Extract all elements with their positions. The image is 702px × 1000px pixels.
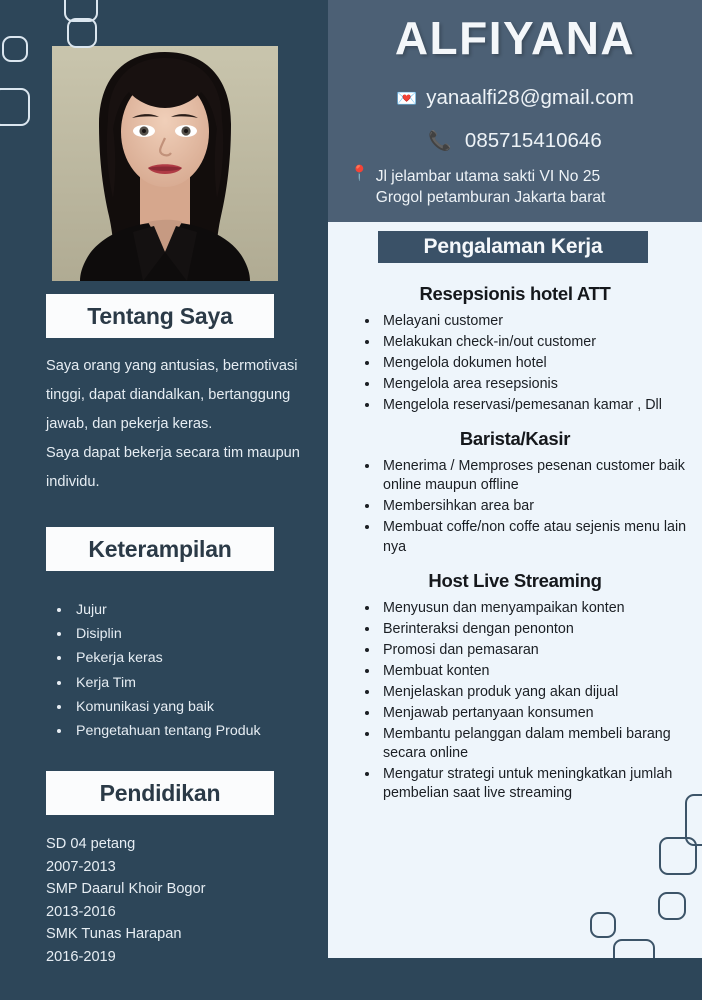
list-item: • Menjawab pertanyaan konsumen [380,704,690,723]
job-list [328,274,702,808]
header-banner [328,0,702,222]
education-heading-label: Pendidikan [99,779,221,806]
skills-heading [46,527,274,571]
decorative-square-icon [590,912,616,938]
decorative-square-icon [67,18,97,48]
education-heading [46,771,274,815]
job-entry [328,561,702,804]
education-school: SMK Tunas Harapan [46,926,182,943]
education-years: 2013-2016 [46,903,116,920]
about-paragraph: Saya orang yang antusias, bermotivasi tinggi, dapat diandalkan, bertanggung jawab, dan pekerja keras. [46,358,298,432]
education-school: SD 04 petang [46,836,136,852]
love-letter-icon: 💌 [396,88,418,108]
about-body [46,352,318,497]
email-value: yanaalfi28@gmail.com [426,86,634,109]
list-item: • Membantu pelanggan dalam membeli barang secara online [380,725,690,764]
avatar [52,46,278,281]
job-title: Barista/Kasir [459,428,571,450]
list-item: • Komunikasi yang baik [72,695,314,719]
job-duty-list [380,312,690,415]
round-pushpin-icon: 📍 [350,165,369,182]
address-line-1: Jl jelambar utama sakti VI No 25 [375,168,601,185]
skills-list [52,598,314,743]
list-item: • Membersihkan area bar [380,497,690,516]
skills-heading-label: Keterampilan [88,535,232,562]
telephone-receiver-icon: 📞 [428,130,452,152]
list-item: • Mengelola dokumen hotel [380,354,690,373]
page-title: ALFIYANA [394,12,636,64]
list-item: • Disiplin [72,622,314,646]
education-list [46,833,316,969]
contact-email[interactable] [328,86,702,110]
experience-heading-label: Pengalaman Kerja [423,235,603,258]
list-item: • Pekerja keras [72,646,314,670]
list-item: • Menjelaskan produk yang akan dijual [380,683,690,702]
list-item: • Jujur [72,598,314,622]
portrait-photo [52,46,278,281]
contact-phone[interactable] [328,129,702,153]
job-title: Resepsionis hotel ATT [419,283,611,304]
list-item: • Berinteraksi dengan penonton [380,620,690,639]
education-school: SMP Daarul Khoir Bogor [46,881,206,898]
list-item: • Menerima / Memproses pesenan customer baik online maupun offline [380,457,690,496]
education-years: 2016-2019 [46,948,116,965]
list-item: • Kerja Tim [72,671,314,695]
decorative-square-icon [613,939,655,958]
list-item: • Melayani customer [380,312,690,331]
decorative-square-icon [0,88,30,126]
about-heading [46,294,274,338]
list-item: • Mengatur strategi untuk meningkatkan jumlah pembelian saat live streaming [380,765,690,804]
job-entry [328,274,702,415]
experience-panel [328,222,702,958]
experience-heading [378,231,648,263]
list-item: • Membuat konten [380,662,690,681]
address-value [376,166,606,208]
list-item: • Membuat coffe/non coffe atau sejenis menu lain nya [380,518,690,557]
list-item: • Melakukan check-in/out customer [380,333,690,352]
decorative-square-icon [658,892,686,920]
education-years: 2007-2013 [46,858,116,875]
contact-address [350,166,694,208]
decorative-square-icon [2,36,28,62]
about-heading-label: Tentang Saya [87,302,233,329]
phone-value: 085715410646 [464,129,602,152]
job-duty-list [380,599,690,804]
list-item: • Mengelola reservasi/pemesanan kamar , Dll [380,396,690,415]
sidebar [0,0,328,1000]
job-entry [328,419,702,557]
job-title: Host Live Streaming [428,570,602,592]
job-duty-list [380,457,690,557]
list-item: • Menyusun dan menyampaikan konten [380,599,690,618]
list-item: • Pengetahuan tentang Produk [72,719,314,743]
address-line-2: Grogol petamburan Jakarta barat [375,189,606,206]
about-paragraph: Saya dapat bekerja secara tim maupun individu. [46,445,300,490]
list-item: • Promosi dan pemasaran [380,641,690,660]
list-item: • Mengelola area resepsionis [380,375,690,394]
